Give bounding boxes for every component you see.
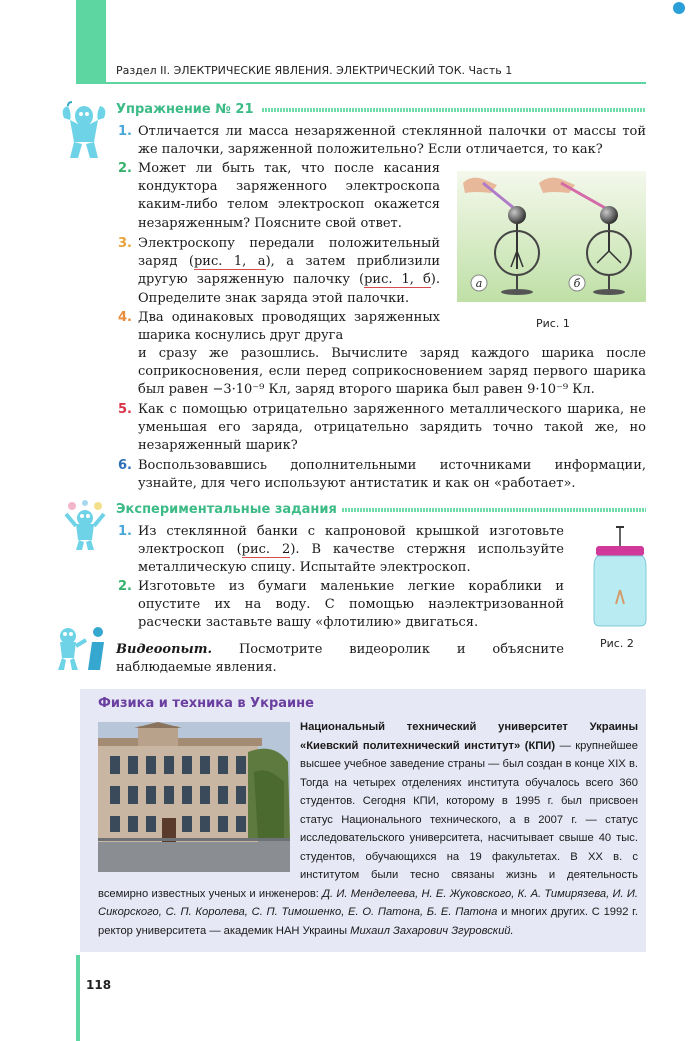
page-number: 118: [86, 978, 112, 992]
kpi-name: Национальный технический университет Украины «Киевский политехнический институт» (КПИ): [300, 721, 638, 752]
experimental-title-rule: [342, 508, 646, 512]
figure-2-caption: Рис. 2: [600, 637, 634, 650]
exercise-title-rule: [262, 108, 646, 112]
photo-wrap-spacer: [98, 718, 300, 884]
figure-1a-link[interactable]: рис. 1, а: [193, 254, 266, 270]
experimental-1-number: 1.: [118, 524, 132, 539]
figure-1-caption: Рис. 1: [536, 317, 570, 330]
exercise-1-number: 1.: [118, 124, 132, 139]
exercise-6-text: Воспользовавшись дополнительными источниками информации, узнайте, для чего используют антистатик и как он «работает».: [138, 458, 646, 492]
figure-2-link[interactable]: рис. 2: [241, 542, 291, 558]
exercise-6-number: 6.: [118, 458, 132, 473]
publisher-logo-icon: [673, 2, 685, 14]
exercise-5-number: 5.: [118, 402, 132, 417]
exercise-title: Упражнение № 21: [116, 102, 254, 117]
exercise-3-number: 3.: [118, 236, 132, 251]
experimental-1-text: Из стеклянной банки с капроновой крышкой изготовьте электроскоп (рис. 2). В качестве стержня используйте металлическую спицу. Испытайте электроскоп.: [138, 524, 564, 576]
experimental-2-text: Изготовьте из бумаги маленькие легкие кораблики и опустите их на воду. С помощью наэлектризованной расчески заставьте вашу «флотилию» двигаться.: [138, 579, 564, 631]
exercise-4-number: 4.: [118, 310, 132, 325]
rector-name: Михаил Захарович Згуровский.: [350, 924, 514, 937]
page-color-strip: [76, 955, 80, 1041]
figure-1b-link[interactable]: рис. 1, б: [364, 272, 431, 288]
info-box-text-top: Национальный технический университет Украины «Киевский политехнический институт» (КПИ) — крупнейшее высшее учебное заведение страны — был создан в конце XIX в. Тогда на четырех отделениях института обучалось всего 360 студентов. Сегодня КПИ, которому в 1995 г. был присвоен статус Национального технического, а в 2007 г. — статус исследовательского университета, насчитывает свыше 40 тыс. студентов, обучающихся на 19 факультетах. В XX в. с институтом были тесно связаны жизнь и деятельность всемирно известных ученых и инженеров: Д. И. Менделеева, Н. Е. Жуковского, К. А. Тимирязева, И. И. Сикорского, С. П. Королева, С. П. Тимошенко, Е. О. Патона, Б. Е. Патона и многих других. С 1992 г. ректор университета — академик НАН Украины Михаил Захарович Згуровский.: [98, 718, 638, 940]
exercise-2-number: 2.: [118, 161, 132, 176]
exercise-1-text: Отличается ли масса незаряженной стеклянной палочки от массы той же палочки, заряженной положительно? Если отличается, то как?: [138, 124, 646, 158]
exercise-5-text: Как с помощью отрицательно заряженного металлического шарика, не уменьшая его заряда, отрицательно зарядить точно такой же, но незаряженный шарик?: [138, 402, 646, 454]
exercise-3-text: Электроскопу передали положительный заряд (рис. 1, а), а затем приблизили другую заряженную палочку (рис. 1, б). Определите знак заряда этой палочки.: [138, 236, 440, 306]
strong-mascot-icon: [58, 98, 110, 162]
figure-1-label-b: б: [573, 277, 581, 290]
exercise-4-text-start: Два одинаковых проводящих заряженных шарика коснулись друг друга: [138, 310, 440, 344]
header-divider: [106, 82, 646, 84]
exercise-2-text: Может ли быть так, что после касания кондуктора заряженного электроскопа каким-либо телом электроскоп окажется незаряженным? Поясните свой ответ.: [138, 161, 440, 231]
video-experiment-text: Видеоопыт. Посмотрите видеоролик и объясните наблюдаемые явления.: [116, 642, 564, 676]
figure-1-label-a: а: [475, 277, 483, 290]
video-experiment-label: Видеоопыт.: [116, 642, 213, 657]
scientist-names: Д. И. Менделеева, Н. Е. Жуковского, К. А. Тимирязева, И. И. Сикорского, С. П. Королева, С. П. Тимошенко, Е. О. Патона, Б. Е. Патона: [98, 887, 638, 918]
info-box-title: Физика и техника в Украине: [98, 696, 314, 711]
info-mascot-icon: [52, 624, 116, 672]
page-color-tab: [76, 0, 106, 84]
juggling-mascot-icon: [62, 500, 108, 552]
experimental-2-number: 2.: [118, 579, 132, 594]
experimental-title: Экспериментальные задания: [116, 502, 337, 517]
running-header: Раздел II. ЭЛЕКТРИЧЕСКИЕ ЯВЛЕНИЯ. ЭЛЕКТРИЧЕСКИЙ ТОК. Часть 1: [116, 64, 513, 77]
exercise-4-text-rest: и сразу же разошлись. Вычислите заряд каждого шарика после соприкосновения, если перед соприкосновением заряд первого шарика был равен −3·10⁻⁹ Кл, заряд второго шарика был равен 9·10⁻⁹ Кл.: [138, 346, 646, 398]
figure-2-jar-electroscope: [590, 524, 650, 629]
figure-1-electroscopes: [457, 171, 646, 302]
